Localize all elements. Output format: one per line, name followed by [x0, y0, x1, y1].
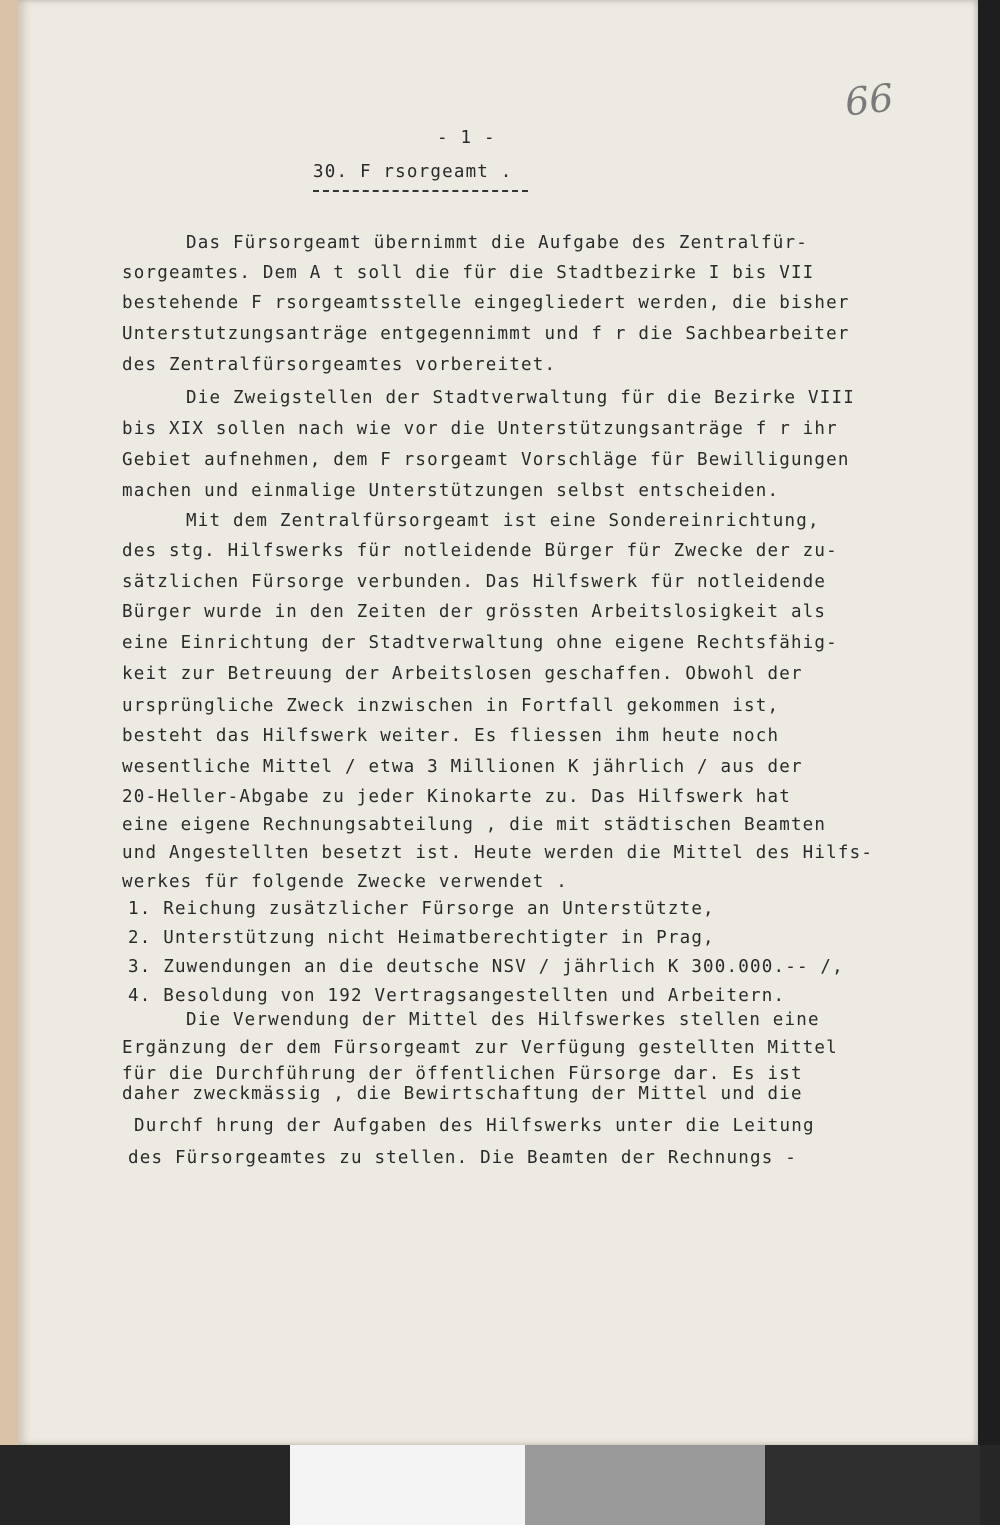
color-bar-white	[290, 1445, 530, 1525]
right-dark-border	[978, 0, 1000, 1445]
text-line: eine eigene Rechnungsabteilung , die mit städtischen Beamten	[122, 815, 827, 835]
page-number: - 1 -	[437, 128, 496, 148]
text-line: daher zweckmässig , die Bewirtschaftung der Mittel und die	[122, 1084, 803, 1104]
text-line: Die Verwendung der Mittel des Hilfswerkes stellen eine	[186, 1010, 820, 1030]
text-line: wesentliche Mittel / etwa 3 Millionen K jährlich / aus der	[122, 757, 803, 777]
text-line: machen und einmalige Unterstützungen selbst entscheiden.	[122, 481, 780, 501]
text-line: werkes für folgende Zwecke verwendet .	[122, 872, 568, 892]
list-item: 1. Reichung zusätzlicher Fürsorge an Unterstützte,	[128, 899, 715, 919]
text-line: bestehende F rsorgeamtsstelle eingegliedert werden, die bisher	[122, 293, 850, 313]
text-line: Durchf hrung der Aufgaben des Hilfswerks unter die Leitung	[134, 1116, 815, 1136]
text-line: Mit dem Zentralfürsorgeamt ist eine Sondereinrichtung,	[186, 511, 820, 531]
text-line: eine Einrichtung der Stadtverwaltung ohne eigene Rechtsfähig-	[122, 633, 838, 653]
text-line: des Zentralfürsorgeamtes vorbereitet.	[122, 355, 557, 375]
text-line: Das Fürsorgeamt übernimmt die Aufgabe des Zentralfür-	[186, 233, 809, 253]
text-line: Die Zweigstellen der Stadtverwaltung für die Bezirke VIII	[186, 388, 855, 408]
color-bar-dark	[765, 1445, 980, 1525]
text-line: keit zur Betreuung der Arbeitslosen geschaffen. Obwohl der	[122, 664, 803, 684]
text-line: ursprüngliche Zweck inzwischen in Fortfall gekommen ist,	[122, 696, 780, 716]
text-line: bis XIX sollen nach wie vor die Unterstützungsanträge f r ihr	[122, 419, 838, 439]
text-line: des stg. Hilfswerks für notleidende Bürger für Zwecke der zu-	[122, 541, 838, 561]
text-line: Gebiet aufnehmen, dem F rsorgeamt Vorschläge für Bewilligungen	[122, 450, 850, 470]
text-line: 20-Heller-Abgabe zu jeder Kinokarte zu. Das Hilfswerk hat	[122, 787, 791, 807]
list-item: 3. Zuwendungen an die deutsche NSV / jährlich K 300.000.-- /,	[128, 957, 844, 977]
text-line: und Angestellten besetzt ist. Heute werden die Mittel des Hilfs-	[122, 843, 874, 863]
text-line: für die Durchführung der öffentlichen Fürsorge dar. Es ist	[122, 1064, 803, 1084]
text-line: sätzlichen Fürsorge verbunden. Das Hilfswerk für notleidende	[122, 572, 827, 592]
list-item: 4. Besoldung von 192 Vertragsangestellten und Arbeitern.	[128, 986, 786, 1006]
text-line: Unterstutzungsanträge entgegennimmt und f r die Sachbearbeiter	[122, 324, 850, 344]
text-line: sorgeamtes. Dem A t soll die für die Stadtbezirke I bis VII	[122, 263, 815, 283]
section-heading: 30. F rsorgeamt .	[313, 162, 513, 182]
text-line: Ergänzung der dem Fürsorgeamt zur Verfügung gestellten Mittel	[122, 1038, 838, 1058]
document-page	[18, 0, 978, 1445]
text-line: des Fürsorgeamtes zu stellen. Die Beamten der Rechnungs -	[128, 1148, 797, 1168]
folio-number: 66	[842, 75, 896, 125]
color-bar-gray	[525, 1445, 765, 1525]
heading-underline	[313, 190, 528, 192]
text-line: Bürger wurde in den Zeiten der grössten Arbeitslosigkeit als	[122, 602, 827, 622]
list-item: 2. Unterstützung nicht Heimatberechtigter in Prag,	[128, 928, 715, 948]
text-line: besteht das Hilfswerk weiter. Es fliessen ihm heute noch	[122, 726, 780, 746]
